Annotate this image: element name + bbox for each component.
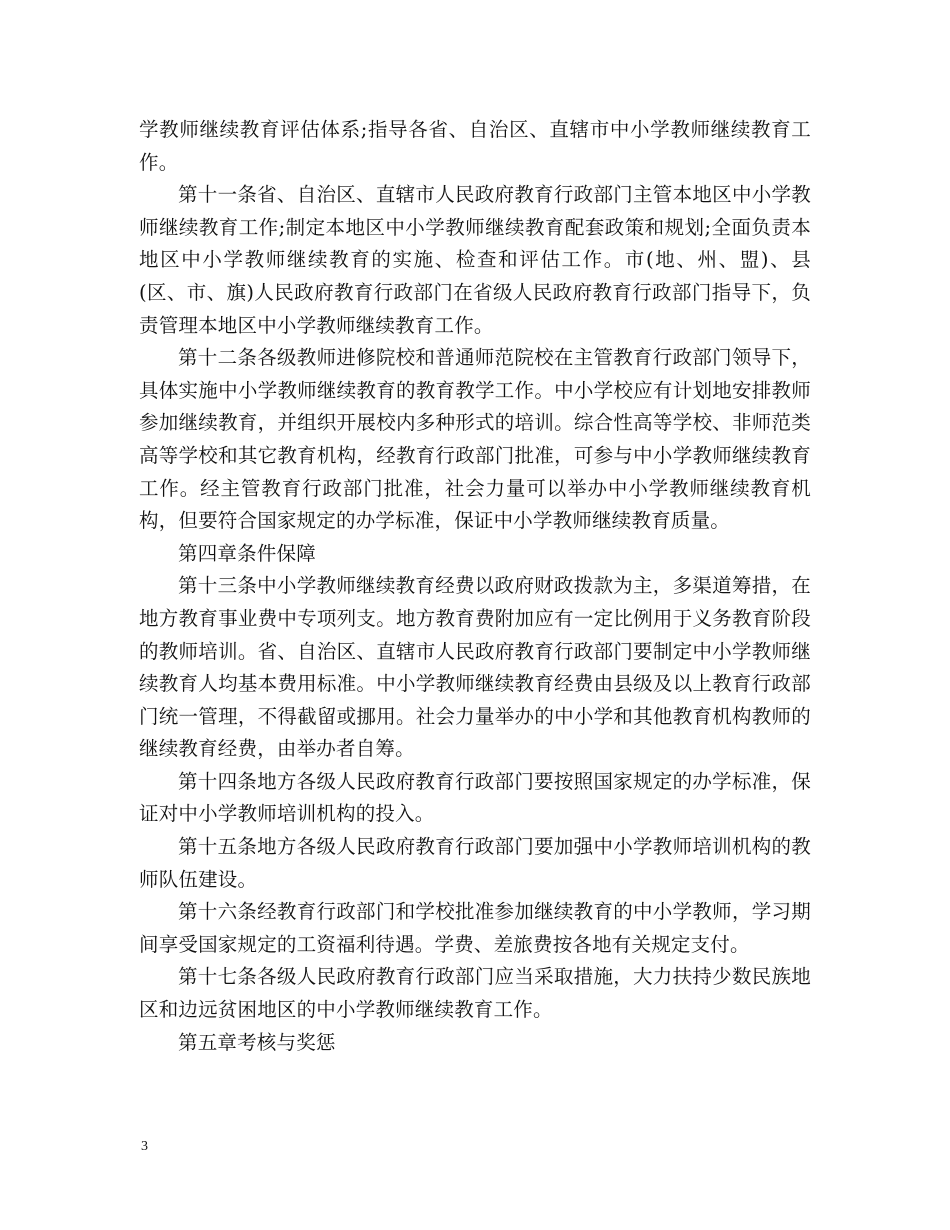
paragraph-article-12: 第十二条各级教师进修院校和普通师范院校在主管教育行政部门领导下，具体实施中小学教师继续教育的教育教学工作。中小学校应有计划地安排教师参加继续教育，并组织开展校内多种形式的培训。综合性高等学校、非师范类高等学校和其它教育机构，经教育行政部门批准，可参与中小学教师继续教育工作。经主管教育行政部门批准，社会力量可以举办中小学教师继续教育机构，但要符合国家规定的办学标准，保证中小学教师继续教育质量。 xyxy=(139,346,811,533)
paragraph-article-13: 第十三条中小学教师继续教育经费以政府财政拨款为主，多渠道筹措，在地方教育事业费中专项列支。地方教育费附加应有一定比例用于义务教育阶段的教师培训。省、自治区、直辖市人民政府教育行政部门要制定中小学教师继续教育人均基本费用标准。中小学教师继续教育经费由县级及以上教育行政部门统一管理，不得截留或挪用。社会力量举办的中小学和其他教育机构教师的继续教育经费，由举办者自筹。 xyxy=(139,574,811,761)
paragraph-1: 学教师继续教育评估体系;指导各省、自治区、直辖市中小学教师继续教育工作。 xyxy=(139,118,811,174)
chapter-heading-5: 第五章考核与奖惩 xyxy=(178,1030,336,1054)
page-number: 3 xyxy=(141,1139,148,1154)
page-body xyxy=(139,114,811,1059)
paragraph-article-17: 第十七条各级人民政府教育行政部门应当采取措施，大力扶持少数民族地区和边远贫困地区的中小学教师继续教育工作。 xyxy=(139,965,811,1022)
paragraph-article-11: 第十一条省、自治区、直辖市人民政府教育行政部门主管本地区中小学教师继续教育工作;制定本地区中小学教师继续教育配套政策和规划;全面负责本地区中小学教师继续教育的实施、检查和评估工作。市(地、州、盟)、县(区、市、旗)人民政府教育行政部门在省级人民政府教育行政部门指导下，负责管理本地区中小学教师继续教育工作。 xyxy=(139,183,811,337)
paragraph-article-14: 第十四条地方各级人民政府教育行政部门要按照国家规定的办学标准，保证对中小学教师培训机构的投入。 xyxy=(139,769,811,826)
chapter-heading-4: 第四章条件保障 xyxy=(178,541,316,565)
paragraph-article-16: 第十六条经教育行政部门和学校批准参加继续教育的中小学教师，学习期间享受国家规定的工资福利待遇。学费、差旅费按各地有关规定支付。 xyxy=(139,900,811,956)
paragraph-article-15: 第十五条地方各级人民政府教育行政部门要加强中小学教师培训机构的教师队伍建设。 xyxy=(139,835,811,891)
